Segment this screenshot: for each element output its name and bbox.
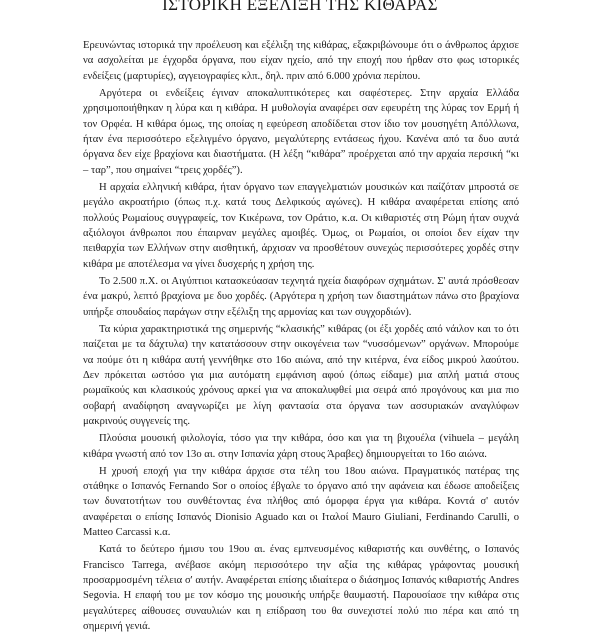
paragraph-egyptians: Το 2.500 π.Χ. οι Αιγύπτιοι κατασκεύασαν τεχνητά ηχεία διαφόρων σχημάτων. Σ' αυτά πρόσθεσαν ένα μακρύ, λεπτό βραχίονα με δυο χορδές. (Αργότερα η χρήση των διαστημάτων πάνω στο βραχίονα υπήρξε σπουδαίος παράγων στην εξέλιξη της αρμονίας και των συγχορδιών). [83, 275, 519, 318]
paragraph-greek-roman-kithara: Η αρχαία ελληνική κιθάρα, ήταν όργανο των επαγγελματιών μουσικών και παίζόταν μπροστά σε μεγάλο ακροατήριο (όπως π.χ. κατά τους Δελφικούς αγώνες). Η κιθάρα αναφέρεται επίσης από πολλούς Ρωμαίους συγγραφείς, τον Κικέρωνα, τον Οράτιο, κ.α. Οι κιθαριστές στη Ρώμη ήταν συχνά αξιόλογοι άνθρωποι που έπαιρναν μεγάλες αμοιβές. Όμως, οι Ρωμαίοι, οι οποίοι δεν είχαν την πειθαρχία των Ελλήνων στην αισθητική, άρχισαν να προσθέτουν συνεχώς περισσότερες χορδές στην κιθάρα με αποτέλεσμα να γίνει δυσχερής η χρήση της. [83, 181, 519, 270]
page-title: ΙΣΤΟΡΙΚΗ ΕΞΕΛΙΞΗ ΤΗΣ ΚΙΘΑΡΑΣ [162, 0, 438, 14]
paragraph-golden-age: Η χρυσή εποχή για την κιθάρα άρχισε στα τέλη του 18ου αιώνα. Πραγματικός πατέρας της στάθηκε ο Ισπανός Fernando Sor ο οποίος έβγαλε το όργανο από την αφάνεια και έδωσε αποδείξεις των δυνατοτήτων του συνθέτοντας ένα πλήθος από όμορφα έργα για κιθάρα. Κοντά σ' αυτόν αναφέρεται ο επίσης Ισπανός Dionisio Aguado και οι Ιταλοί Mauro Giuliani, Ferdinando Carulli, ο Matteo Carcassi κ.α. [83, 465, 519, 539]
body-text [83, 38, 519, 636]
paragraph-ancient-greece: Αργότερα οι ενδείξεις έγιναν αποκαλυπτικότερες και σαφέστερες. Στην αρχαία Ελλάδα χρησιμοποιήθηκαν η λύρα και η κιθάρα. Η μυθολογία αναφέρει σαν εφευρέτη της λύρας τον Ερμή ή τον Ορφέα. Η κιθάρα όμως, της οποίας η εφεύρεση αποδίδεται στον ίδιο τον μουσηγέτη Απόλλωνα, ήταν ένα περισσότερο εξελιγμένο όργανο, μεγαλύτερης εντάσεως ήχου. Κανένα από τα δυο αυτά όργανα δεν είχε βραχίονα και διαστήματα. (Η λέξη “κιθάρα” προέρχεται από την αρχαία περσική “κι – ταρ”, που σημαίνει “τρεις χορδές”). [83, 87, 519, 176]
paragraph-tarrega-segovia: Κατά το δεύτερο ήμισυ του 19ου αι. ένας εμπνευσμένος κιθαριστής και συνθέτης, ο Ισπανός Francisco Tarrega, ανέβασε ακόμη περισσότερο την αξία της κιθάρας γράφοντας μουσική προσαρμοσμένη τέλεια σ' αυτήν. Αναφέρεται επίσης ιδιαίτερα ο διάσημος Ισπανός κιθαριστής Andres Segovia. Η επαφή του με τον κόσμο της μουσικής υπήρξε θαυμαστή. Παρουσίασε την κιθάρα στις μεγαλύτερες αίθουσες συναυλιών και η επίδραση του θα συνεχιστεί πολύ πιο πέρα και από τη σημερινή γενιά. [83, 544, 519, 633]
paragraph-vihuela: Πλούσια μουσική φιλολογία, τόσο για την κιθάρα, όσο και για τη βιχουέλα (vihuela – μεγάλη κιθάρα γνωστή από τον 13ο αι. στην Ισπανία χάρη στους Άραβες) δημιουργείται το 16ο αιώνα. [83, 433, 519, 460]
paragraph-classical-guitar: Τα κύρια χαρακτηριστικά της σημερινής “κλασικής” κιθάρας (οι έξι χορδές από νάιλον και το ότι παίζεται με τα δάχτυλα) την κατατάσσουν στην οικογένεια των “νυσσόμενων” οργάνων. Μπορούμε να πούμε ότι η κιθάρα αυτή γεννήθηκε στο 16ο αιώνα, από την κιτέρνα, ένα είδος μικρού λαούτου. Δεν πρόκειται ωστόσο για μια αυτόματη εμφάνιση αφού (όπως είδαμε) μια απλή ματιά στους ρωμαϊκούς και κλασικούς χρόνους αρκεί για να αποκαλυφθεί μια σειρά από προγόνους και μια πιο σοβαρή αναδίφηση αναγνωρίζει με λίγη φαντασία στα όργανα των ασσυριακών αναγλύφων μακρινούς συγγενείς της. [83, 323, 519, 428]
paragraph-origins: Ερευνώντας ιστορικά την προέλευση και εξέλιξη της κιθάρας, εξακριβώνουμε ότι ο άνθρωπος άρχισε να ασχολείται με έγχορδα όργανα, που είχαν ηχείο, από την εποχή που ήρθαν στο φως ιστορικές ενδείξεις (μαρτυρίες), αγγειογραφίες κλπ., δηλ. πριν από 6.000 χρόνια περίπου. [83, 40, 519, 82]
